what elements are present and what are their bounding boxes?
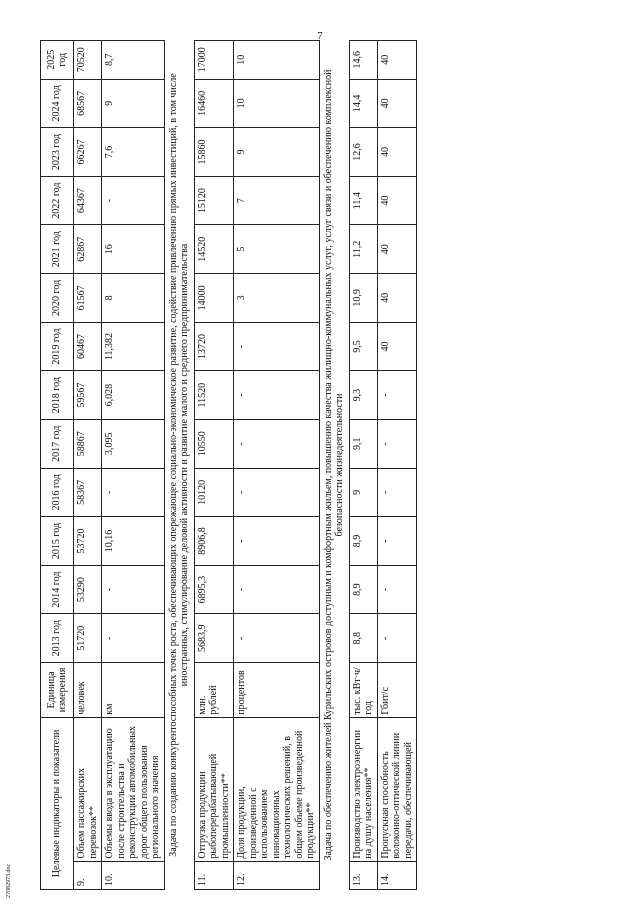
row-unit: млн. рублей [194, 663, 234, 718]
row-value: 6895,3 [194, 565, 234, 614]
task-text: Задача по созданию конкурентоспособных точек роста, обеспечивающих опережающее социально-экономическое развитие, содействие привлечению прямых инвестиций, в том числе иностранных, стимулирование деловой активности и развитие малого и среднего предпринимательства [164, 41, 194, 890]
header-indicators: Целевые индикаторы и показатели [41, 717, 74, 889]
row-value: 11,2 [349, 225, 377, 274]
row-unit: Гбит/с [377, 663, 417, 718]
row-value: 9 [102, 79, 165, 128]
row-index: 10. [102, 861, 165, 889]
row-value: - [234, 517, 320, 566]
header-year: 2024 год [41, 79, 74, 128]
row-value: 61567 [74, 274, 102, 323]
row-value: 15860 [194, 128, 234, 177]
row-value: 8,9 [349, 517, 377, 566]
row-value: - [377, 419, 417, 468]
row-value: 40 [377, 79, 417, 128]
row-value: 14000 [194, 274, 234, 323]
header-year: 2019 год [41, 322, 74, 371]
row-unit: процентов [234, 663, 320, 718]
header-year: 2023 год [41, 128, 74, 177]
row-value: 59567 [74, 371, 102, 420]
row-value: 40 [377, 322, 417, 371]
row-value: - [234, 419, 320, 468]
row-value: 12,6 [349, 128, 377, 177]
row-index: 9. [74, 861, 102, 889]
row-value: 66267 [74, 128, 102, 177]
row-value: 70520 [74, 41, 102, 80]
row-value: - [377, 565, 417, 614]
row-value: 14,6 [349, 41, 377, 80]
row-indicator-name: Производство электроэнергии на душу населения** [349, 717, 377, 861]
row-value: 15120 [194, 176, 234, 225]
row-value: 3 [234, 274, 320, 323]
row-unit: км [102, 663, 165, 718]
header-year: 2015 год [41, 517, 74, 566]
row-value: 64367 [74, 176, 102, 225]
row-value: - [102, 614, 165, 663]
row-value: - [234, 468, 320, 517]
row-value: 9,5 [349, 322, 377, 371]
row-indicator-name: Отгрузка продукции рыбоперерабатывающей промышленности** [194, 717, 234, 861]
row-value: - [234, 322, 320, 371]
row-value: 17000 [194, 41, 234, 80]
row-index: 13. [349, 861, 377, 889]
row-indicator-name: Объемы ввода в эксплуатацию после строительства и реконструкции автомобильных дорог общего пользования регионального значения [102, 717, 165, 861]
row-value: 53290 [74, 565, 102, 614]
row-value: 11,382 [102, 322, 165, 371]
header-year: 2013 год [41, 614, 74, 663]
row-value: 11520 [194, 371, 234, 420]
row-value: 11,4 [349, 176, 377, 225]
table-row [349, 41, 377, 890]
row-value: - [102, 468, 165, 517]
task-row [319, 41, 349, 890]
indicators-table [40, 40, 417, 890]
table-body [74, 41, 417, 890]
table-row [234, 41, 320, 890]
row-value: - [102, 565, 165, 614]
header-year: 2025 год [41, 41, 74, 80]
task-text: Задача по обеспечению жителей Курильских островов доступным и комфортным жильем, повышению качества жилищно-коммунальных услуг, услуг связи и обеспечению комплексной безопасности жизнедеятельности [319, 41, 349, 890]
row-index: 11. [194, 861, 234, 889]
header-year: 2022 год [41, 176, 74, 225]
row-value: 3,095 [102, 419, 165, 468]
row-value: 40 [377, 128, 417, 177]
row-value: 51720 [74, 614, 102, 663]
row-value: 8,9 [349, 565, 377, 614]
row-value: 8,7 [102, 41, 165, 80]
row-value: 10 [234, 79, 320, 128]
table-row [74, 41, 102, 890]
rotated-page [40, 40, 620, 890]
row-value: 40 [377, 176, 417, 225]
row-value: 16 [102, 225, 165, 274]
row-value: 58867 [74, 419, 102, 468]
table-header [41, 41, 74, 890]
row-value: 40 [377, 274, 417, 323]
footer-filename: 27082973.doc [6, 863, 12, 898]
header-year: 2017 год [41, 419, 74, 468]
row-value: 10,16 [102, 517, 165, 566]
table-row [102, 41, 165, 890]
row-value: 40 [377, 41, 417, 80]
row-value: 14520 [194, 225, 234, 274]
row-value: 8,8 [349, 614, 377, 663]
row-value: 9,3 [349, 371, 377, 420]
header-year: 2018 год [41, 371, 74, 420]
row-value: 40 [377, 225, 417, 274]
row-value: 60467 [74, 322, 102, 371]
header-year: 2021 год [41, 225, 74, 274]
row-indicator-name: Объем пассажирских перевозок** [74, 717, 102, 861]
row-value: 14,4 [349, 79, 377, 128]
row-value: - [377, 371, 417, 420]
row-index: 12. [234, 861, 320, 889]
row-unit: тыс. кВт·ч/год [349, 663, 377, 718]
row-value: 7,6 [102, 128, 165, 177]
page-number: 7 [317, 30, 323, 42]
row-value: 10 [234, 41, 320, 80]
row-value: - [234, 565, 320, 614]
row-value: 5 [234, 225, 320, 274]
header-year: 2016 год [41, 468, 74, 517]
row-value: 58367 [74, 468, 102, 517]
row-value: - [377, 517, 417, 566]
row-value: 10,9 [349, 274, 377, 323]
header-year: 2020 год [41, 274, 74, 323]
row-indicator-name: Доля продукции, произведенной с использованием инновационных технологических решений, в общем объеме произведенной продукции** [234, 717, 320, 861]
row-unit: человек [74, 663, 102, 718]
row-value: - [377, 468, 417, 517]
row-value: 9 [234, 128, 320, 177]
row-value: 10550 [194, 419, 234, 468]
row-value: 10120 [194, 468, 234, 517]
table-row [194, 41, 234, 890]
row-value: - [377, 614, 417, 663]
row-value: 68567 [74, 79, 102, 128]
row-value: 9,1 [349, 419, 377, 468]
row-value: 8906,8 [194, 517, 234, 566]
row-value: - [102, 176, 165, 225]
row-value: 8 [102, 274, 165, 323]
row-value: 13720 [194, 322, 234, 371]
row-value: 7 [234, 176, 320, 225]
row-value: 16460 [194, 79, 234, 128]
table-row [377, 41, 417, 890]
row-index: 14. [377, 861, 417, 889]
row-value: 62867 [74, 225, 102, 274]
row-value: 6,028 [102, 371, 165, 420]
header-year: 2014 год [41, 565, 74, 614]
row-value: - [234, 371, 320, 420]
row-indicator-name: Пропускная способность волоконно-оптической линии передачи, обеспечивающей [377, 717, 417, 861]
task-row [164, 41, 194, 890]
row-value: 5683,9 [194, 614, 234, 663]
row-value: 53720 [74, 517, 102, 566]
row-value: 9 [349, 468, 377, 517]
header-unit: Единица измерения [41, 663, 74, 718]
row-value: - [234, 614, 320, 663]
